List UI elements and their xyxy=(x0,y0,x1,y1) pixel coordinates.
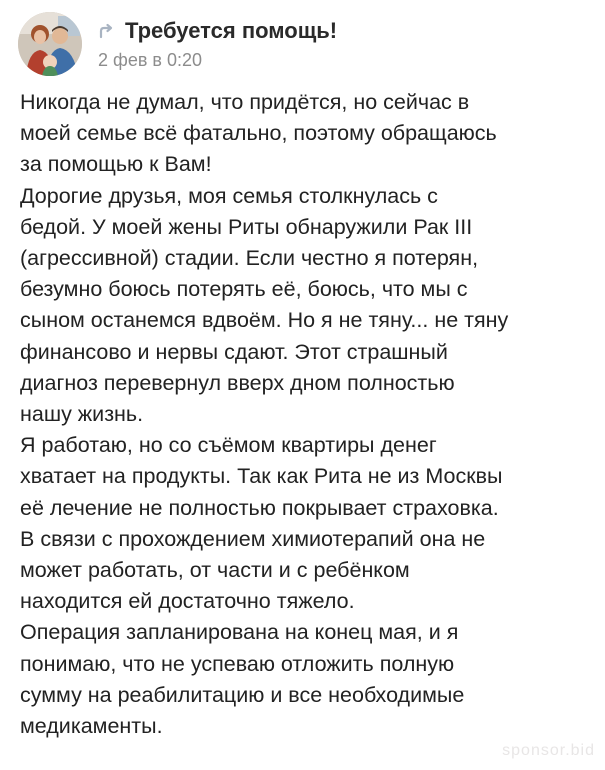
post-text-line: Я работаю, но со съёмом квартиры денег xyxy=(20,433,437,458)
post-text-line: бедой. У моей жены Риты обнаружили Рак III xyxy=(20,214,473,239)
post-text-line: диагноз перевернул вверх дном полностью xyxy=(20,370,455,395)
post-header xyxy=(18,12,588,78)
post-title[interactable]: Требуется помощь! xyxy=(125,18,338,43)
post-text-line: сумму на реабилитацию и все необходимые xyxy=(20,682,465,707)
author-avatar[interactable] xyxy=(18,12,82,76)
post-text-line: находится ей достаточно тяжело. xyxy=(20,589,355,614)
post-text-line: хватает на продукты. Так как Рита не из Москвы xyxy=(20,464,503,489)
post-text-line: (агрессивной) стадии. Если честно я потерян, xyxy=(20,246,479,271)
post-text-line: В связи с прохождением химиотерапий она не xyxy=(20,526,486,551)
post-text xyxy=(20,87,588,742)
post-text-line: понимаю, что не успеваю отложить полную xyxy=(20,651,455,676)
post-text-line: финансово и нервы сдают. Этот страшный xyxy=(20,339,448,364)
watermark: sponsor.bid xyxy=(502,742,595,759)
post-text-line: может работать, от части и с ребёнком xyxy=(20,558,410,583)
post-text-line: за помощью к Вам! xyxy=(20,152,212,177)
repost-arrow-icon xyxy=(98,23,114,39)
post-text-line: моей семье всё фатально, поэтому обращаюсь xyxy=(20,121,497,146)
post-text-line: Никогда не думал, что придётся, но сейчас в xyxy=(20,90,470,114)
post-date[interactable]: 2 фев в 0:20 xyxy=(98,50,202,70)
post-text-line: сыном останемся вдвоём. Но я не тяну... не тяну xyxy=(20,308,509,333)
post-text-line: Дорогие друзья, моя семья столкнулась с xyxy=(20,183,438,208)
post-text-line: Операция запланирована на конец мая, и я xyxy=(20,620,459,645)
post-text-line: нашу жизнь. xyxy=(20,402,144,427)
post-text-line: медикаменты. xyxy=(20,714,163,739)
post-text-line: безумно боюсь потерять её, боюсь, что мы с xyxy=(20,277,468,302)
post-text-line: её лечение не полностью покрывает страховка. xyxy=(20,495,499,520)
